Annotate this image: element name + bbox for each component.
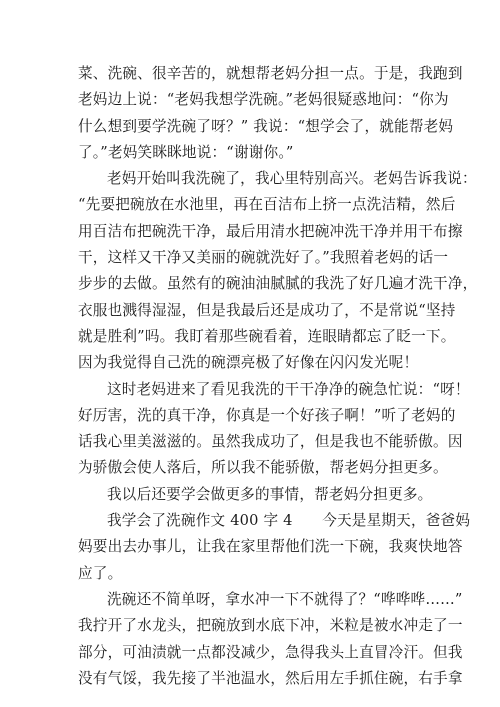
paragraph [78,377,470,482]
text-line: 我学会了洗碗作文 400 字 4 今天是星期天，爸爸妈 [107,512,471,530]
text-line: 什么想到要学洗碗了呀？” 我说：“想学会了，就能帮老妈 [78,117,454,135]
text-line: 老妈开始叫我洗碗了，我心里特别高兴。老妈告诉我说： [107,170,477,188]
text-line: 因为我觉得自己洗的碗漂亮极了好像在闪闪发光呢！ [78,354,419,372]
paragraph [78,61,463,166]
text-line: 衣服也溅得湿湿，但是我最后还是成功了，不是常说“坚持 [78,301,456,319]
text-line: 用百洁布把碗洗干净，最后用清水把碗冲洗干净并用干布擦 [78,222,463,240]
text-line: 部分，可油渍就一点都没减少，急得我头上直冒冷汗。但我 [78,643,463,661]
paragraph [78,166,478,376]
text-line: 干，这样又干净又美丽的碗就洗好了。”我照着老妈的话一 [78,249,449,267]
text-line: 菜、洗碗、很辛苦的，就想帮老妈分担一点。于是，我跑到 [78,65,463,82]
text-line: 为骄傲会使人落后，所以我不能骄傲，帮老妈分担更多。 [78,459,448,477]
text-line: 妈要出去办事儿，让我在家里帮他们洗一下碗，我爽快地答 [78,538,463,556]
text-line: 了。”老妈笑眯眯地说：“谢谢你。” [78,143,294,161]
text-line: 没有气馁，我先接了半池温水，然后用左手抓住碗，右手拿 [78,669,463,687]
paragraph [78,508,471,587]
text-line: 老妈边上说：“老妈我想学洗碗。”老妈很疑惑地问：“你为 [78,91,449,109]
text-line: 步步的去做。虽然有的碗油油腻腻的我洗了好几遍才洗干净， [78,275,478,293]
text-line: 我拧开了水龙头，把碗放到水底下冲，米粒是被水冲走了一 [78,617,463,635]
text-line: “先要把碗放在水池里，再在百洁布上挤一点洗洁精，然后 [78,196,456,214]
paragraph [78,587,463,692]
text-line: 我以后还要学会做更多的事情，帮老妈分担更多。 [107,485,433,503]
text-line: 好厉害，洗的真干净，你真是一个好孩子啊！”听了老妈的 [78,406,456,424]
text-line: 就是胜利”吗。我盯着那些碗看着，连眼睛都忘了眨一下。 [78,327,456,345]
text-line: 话我心里美滋滋的。虽然我成功了，但是我也不能骄傲。因 [78,433,463,451]
text-line: 应了。 [78,564,123,582]
paragraph [78,482,433,508]
article-body [78,61,478,692]
text-line: 这时老妈进来了看见我洗的干干净净的碗急忙说：“呀！ [107,380,470,398]
text-line: 洗碗还不简单呀，拿水冲一下不就得了？“哗哗哗……” [107,590,463,608]
